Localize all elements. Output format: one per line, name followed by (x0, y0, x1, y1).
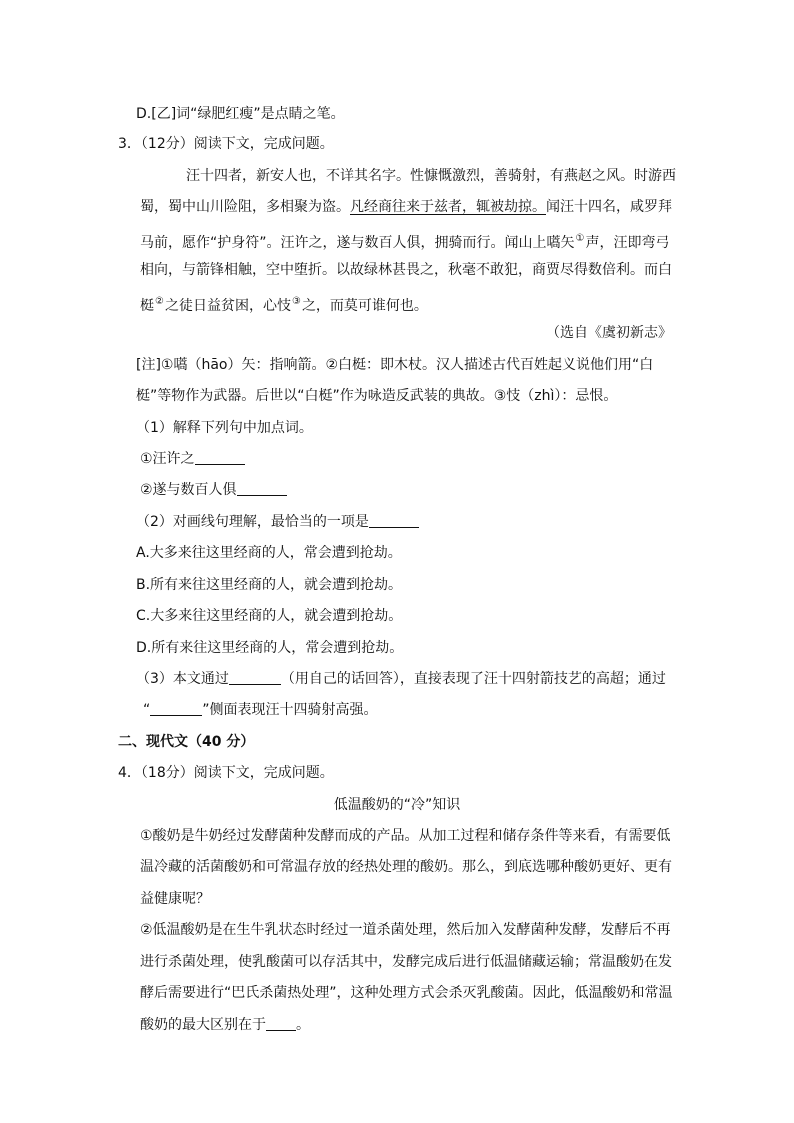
q4-paragraph-1-line-2: 温冷藏的活菌酸奶和可常温存放的经热处理的酸奶。那么，到底选哪种酸奶更好、更有 (140, 859, 672, 875)
q3-passage-text: 之，而莫可谁何也。 (301, 298, 428, 314)
q4-article-title: 低温酸奶的“冷”知识 (333, 797, 461, 813)
q3-passage-line-3 (140, 229, 669, 253)
q3-header: 3．（12分）阅读下文，完成问题。 (118, 136, 334, 152)
answer-blank[interactable] (266, 1016, 296, 1031)
q3-source: （选自《虞初新志》 (546, 325, 672, 341)
q3-passage-text: 之徒日益贫困，心忮 (164, 298, 291, 314)
underlined-sentence: 凡经商往来于兹者，辄被劫掠。 (350, 199, 546, 215)
q3-passage-line-2 (140, 197, 672, 217)
answer-blank[interactable] (237, 481, 287, 496)
q3-subquestion-3-cont (143, 700, 378, 720)
q3-item-1a (140, 449, 245, 469)
q3-passage-text: 闻汪十四名，咸罗拜 (546, 199, 672, 215)
q3-passage-line-1: 汪十四者，新安人也，不详其名字。性慷慨激烈，善骑射，有燕赵之风。时游西 (186, 168, 676, 184)
q3-item-text: ①汪许之 (140, 451, 195, 467)
q3-note-line-2: 梃”等物作为武器。后世以“白梃”作为咏造反武装的典故。③忮（zhì）：忌恨。 (136, 388, 618, 404)
answer-blank[interactable] (369, 513, 419, 528)
q3-item-text: ”侧面表现汪十四骑射高强。 (202, 702, 378, 718)
q4-paragraph-2-line-4 (140, 1015, 310, 1035)
q3-option-d: D.所有来往这里经商的人，常会遭到抢劫。 (136, 640, 404, 656)
answer-blank[interactable] (229, 670, 281, 685)
q2-option-d: D.[乙]词“绿肥红瘦”是点睛之笔。 (136, 106, 345, 122)
q3-item-text: （2）对画线句理解，最恰当的一项是 (136, 514, 369, 530)
footnote-mark-2: ② (155, 296, 164, 307)
q4-paragraph-1-line-3: 益健康呢？ (140, 891, 210, 907)
q4-paragraph-2-line-3: 酵后需要进行“巴氏杀菌热处理”，这种处理方式会杀灭乳酸菌。因此，低温酸奶和常温 (140, 985, 673, 1001)
q3-subquestion-2 (136, 512, 419, 532)
q3-option-a: A.大多来往这里经商的人，常会遭到抢劫。 (136, 545, 402, 561)
q3-passage-line-5 (140, 292, 428, 316)
q3-passage-text: 声，汪即弯弓 (585, 235, 670, 251)
q3-note-line-1: [注]①嚆（hāo）矢：指响箭。②白梃：即木杖。汉人描述古代百姓起义说他们用“白 (136, 357, 654, 373)
q3-subquestion-1: （1）解释下列句中加点词。 (136, 420, 313, 436)
q3-passage-line-4: 相向，与箭锋相触，空中堕折。以故绿林甚畏之，秋毫不敢犯，商贾尽得数倍利。而白 (140, 262, 672, 278)
q3-item-1b (140, 480, 287, 500)
q3-option-c: C.大多来往这里经商的人，就会遭到抢劫。 (136, 608, 403, 624)
q4-paragraph-1-line-1: ①酸奶是牛奶经过发酵菌种发酵而成的产品。从加工过程和储存条件等来看，有需要低 (140, 828, 671, 844)
footnote-mark-1: ① (575, 233, 585, 244)
answer-blank[interactable] (150, 701, 202, 716)
q3-item-text: （3）本文通过 (136, 671, 229, 687)
q3-item-text: （用自己的话回答），直接表现了汪十四射箭技艺的高超；通过 (280, 671, 666, 687)
section-heading: 二、现代文（40 分） (118, 734, 255, 750)
answer-blank[interactable] (195, 450, 245, 465)
q3-passage-text: 梃 (140, 298, 154, 314)
q4-text: 酸奶的最大区别在于 (140, 1017, 266, 1033)
q3-item-text: ②遂与数百人俱 (140, 482, 237, 498)
q4-text: 。 (296, 1017, 310, 1033)
footnote-mark-3: ③ (291, 296, 301, 307)
q3-option-b: B.所有来往这里经商的人，就会遭到抢劫。 (136, 577, 403, 593)
q3-subquestion-3 (136, 669, 666, 689)
q4-paragraph-2-line-2: 进行杀菌处理，使乳酸菌可以存活其中，发酵完成后进行低温储藏运输；常温酸奶在发 (140, 954, 672, 970)
q3-passage-text: 马前，愿作“护身符”。汪许之，遂与数百人俱，拥骑而行。闻山上嚆矢 (140, 235, 575, 251)
q4-header: 4．（18分）阅读下文，完成问题。 (118, 765, 334, 781)
q3-item-text: “ (143, 702, 151, 718)
q3-passage-text: 蜀，蜀中山川险阻，多相聚为盗。 (140, 199, 350, 215)
q4-paragraph-2-line-1: ②低温酸奶是在生牛乳状态时经过一道杀菌处理，然后加入发酵菌种发酵，发酵后不再 (140, 922, 671, 938)
